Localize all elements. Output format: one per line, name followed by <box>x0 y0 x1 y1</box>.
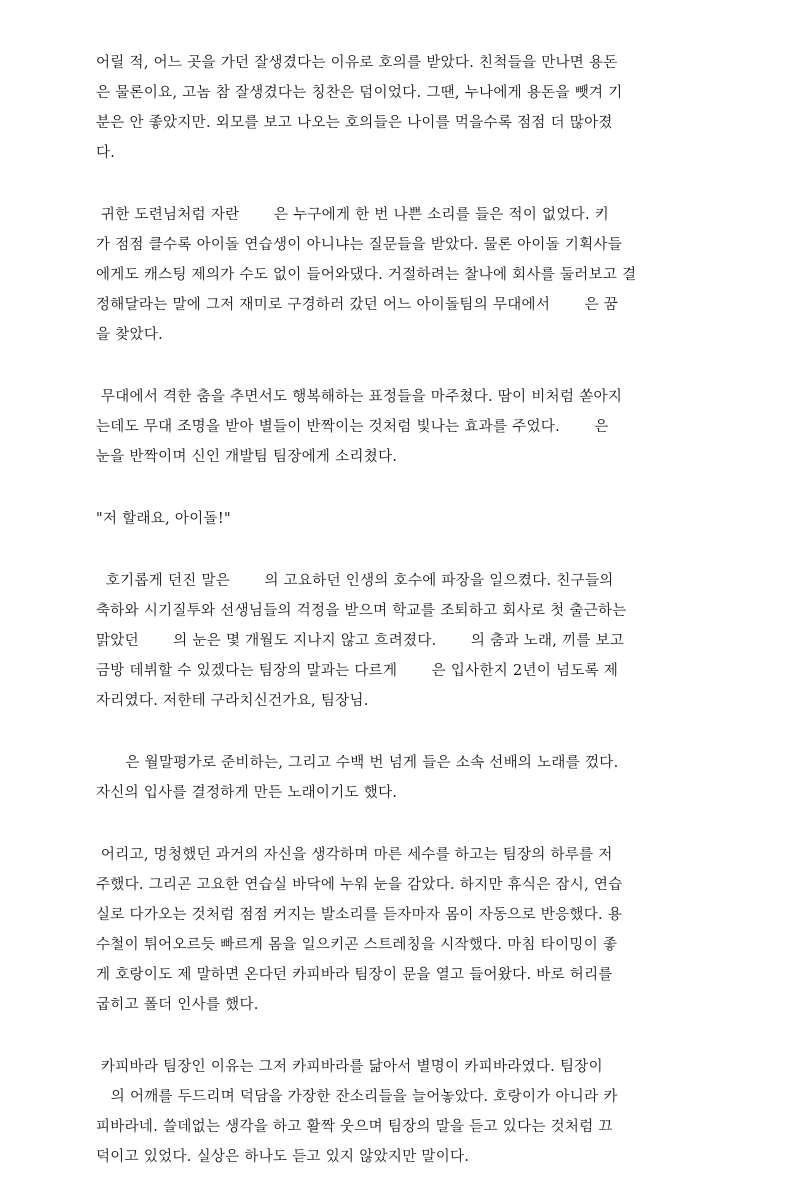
text-line: 자신의 입사를 결정하게 만든 노래이기도 했다. <box>96 785 398 801</box>
paragraph-4-dialogue <box>96 504 720 534</box>
text-line: 호기롭게 던진 말은 의 고요하던 인생의 호수에 파장을 일으켰다. 친구들의 <box>96 573 614 589</box>
text-line: 은 월말평가로 준비하는, 그리고 수백 번 넘게 들은 소속 선배의 노래를 껐다. <box>96 755 619 771</box>
paragraph-2 <box>96 200 720 350</box>
text-line: 피바라네. 쓸데없는 생각을 하고 활짝 웃으며 팀장의 말을 듣고 있다는 것처럼 끄 <box>96 1119 613 1135</box>
text-line: 다. <box>96 145 116 161</box>
text-line: 눈을 반짝이며 신인 개발팀 팀장에게 소리쳤다. <box>96 449 398 465</box>
paragraph-7 <box>96 840 720 1020</box>
paragraph-8 <box>96 1052 720 1172</box>
text-line: 주했다. 그리곤 고요한 연습실 바닥에 누워 눈을 감았다. 하지만 휴식은 잠시, 연습 <box>96 877 623 893</box>
text-line: 수철이 튀어오르듯 빠르게 몸을 일으키곤 스트레칭을 시작했다. 마침 타이밍이 좋 <box>96 937 618 953</box>
text-line: 축하와 시기질투와 선생님들의 걱정을 받으며 학교를 조퇴하고 회사로 첫 출근하는 <box>96 603 627 619</box>
text-line: 덕이고 있었다. 실상은 하나도 듣고 있지 않았지만 말이다. <box>96 1149 470 1165</box>
text-line: 귀한 도련님처럼 자란 은 누구에게 한 번 나쁜 소리를 들은 적이 없었다. 키 <box>96 207 610 223</box>
text-line: 금방 데뷔할 수 있겠다는 팀장의 말과는 다르게 은 입사한지 2년이 넘도록 제 <box>96 663 619 679</box>
paragraph-1 <box>96 48 720 168</box>
text-line: 카피바라 팀장인 이유는 그저 카피바라를 닮아서 별명이 카피바라였다. 팀장이 <box>96 1059 603 1075</box>
paragraph-3 <box>96 382 720 472</box>
text-line: 어릴 적, 어느 곳을 가던 잘생겼다는 이유로 호의를 받았다. 친척들을 만나면 용돈 <box>96 55 618 71</box>
text-line: 을 찾았다. <box>96 327 164 343</box>
text-line: 자리였다. 저한테 구라치신건가요, 팀장님. <box>96 693 369 709</box>
text-line: 게 호랑이도 제 말하면 온다던 카피바라 팀장이 문을 열고 들어왔다. 바로 허리를 <box>96 967 613 983</box>
dialogue-line: "저 할래요, 아이돌!" <box>96 511 231 527</box>
text-line: 무대에서 격한 춤을 추면서도 행복해하는 표정들을 마주쳤다. 땀이 비처럼 쏟아지 <box>96 389 623 405</box>
text-line: 가 점점 클수록 아이돌 연습생이 아니냐는 질문들을 받았다. 물론 아이돌 기획사들 <box>96 237 623 253</box>
text-line: 어리고, 멍청했던 과거의 자신을 생각하며 마른 세수를 하고는 팀장의 하루를 저 <box>96 847 613 863</box>
text-line: 정해달라는 말에 그저 재미로 구경하러 갔던 어느 아이돌팀의 무대에서 은 꿈 <box>96 297 619 313</box>
text-line: 의 어깨를 두드리며 덕담을 가장한 잔소리들을 늘어놓았다. 호랑이가 아니라 카 <box>96 1089 618 1105</box>
text-line: 에게도 캐스팅 제의가 수도 없이 들어와댔다. 거절하려는 찰나에 회사를 둘러보고 결 <box>96 267 637 283</box>
text-line: 굽히고 폴더 인사를 했다. <box>96 997 259 1013</box>
text-line: 은 물론이요, 고놈 참 잘생겼다는 칭찬은 덤이었다. 그땐, 누나에게 용돈을 뺏겨 기 <box>96 85 623 101</box>
text-line: 실로 다가오는 것처럼 점점 커지는 발소리를 듣자마자 몸이 자동으로 반응했다. 용 <box>96 907 623 923</box>
text-line: 는데도 무대 조명을 받아 별들이 반짝이는 것처럼 빛나는 효과를 주었다. 은 <box>96 419 609 435</box>
text-line: 맑았던 의 눈은 몇 개월도 지나지 않고 흐려졌다. 의 춤과 노래, 끼를 보고 <box>96 633 625 649</box>
document-page <box>96 48 720 1204</box>
paragraph-5 <box>96 566 720 716</box>
text-line: 분은 안 좋았지만. 외모를 보고 나오는 호의들은 나이를 먹을수록 점점 더 많아졌 <box>96 115 613 131</box>
paragraph-6 <box>96 748 720 808</box>
